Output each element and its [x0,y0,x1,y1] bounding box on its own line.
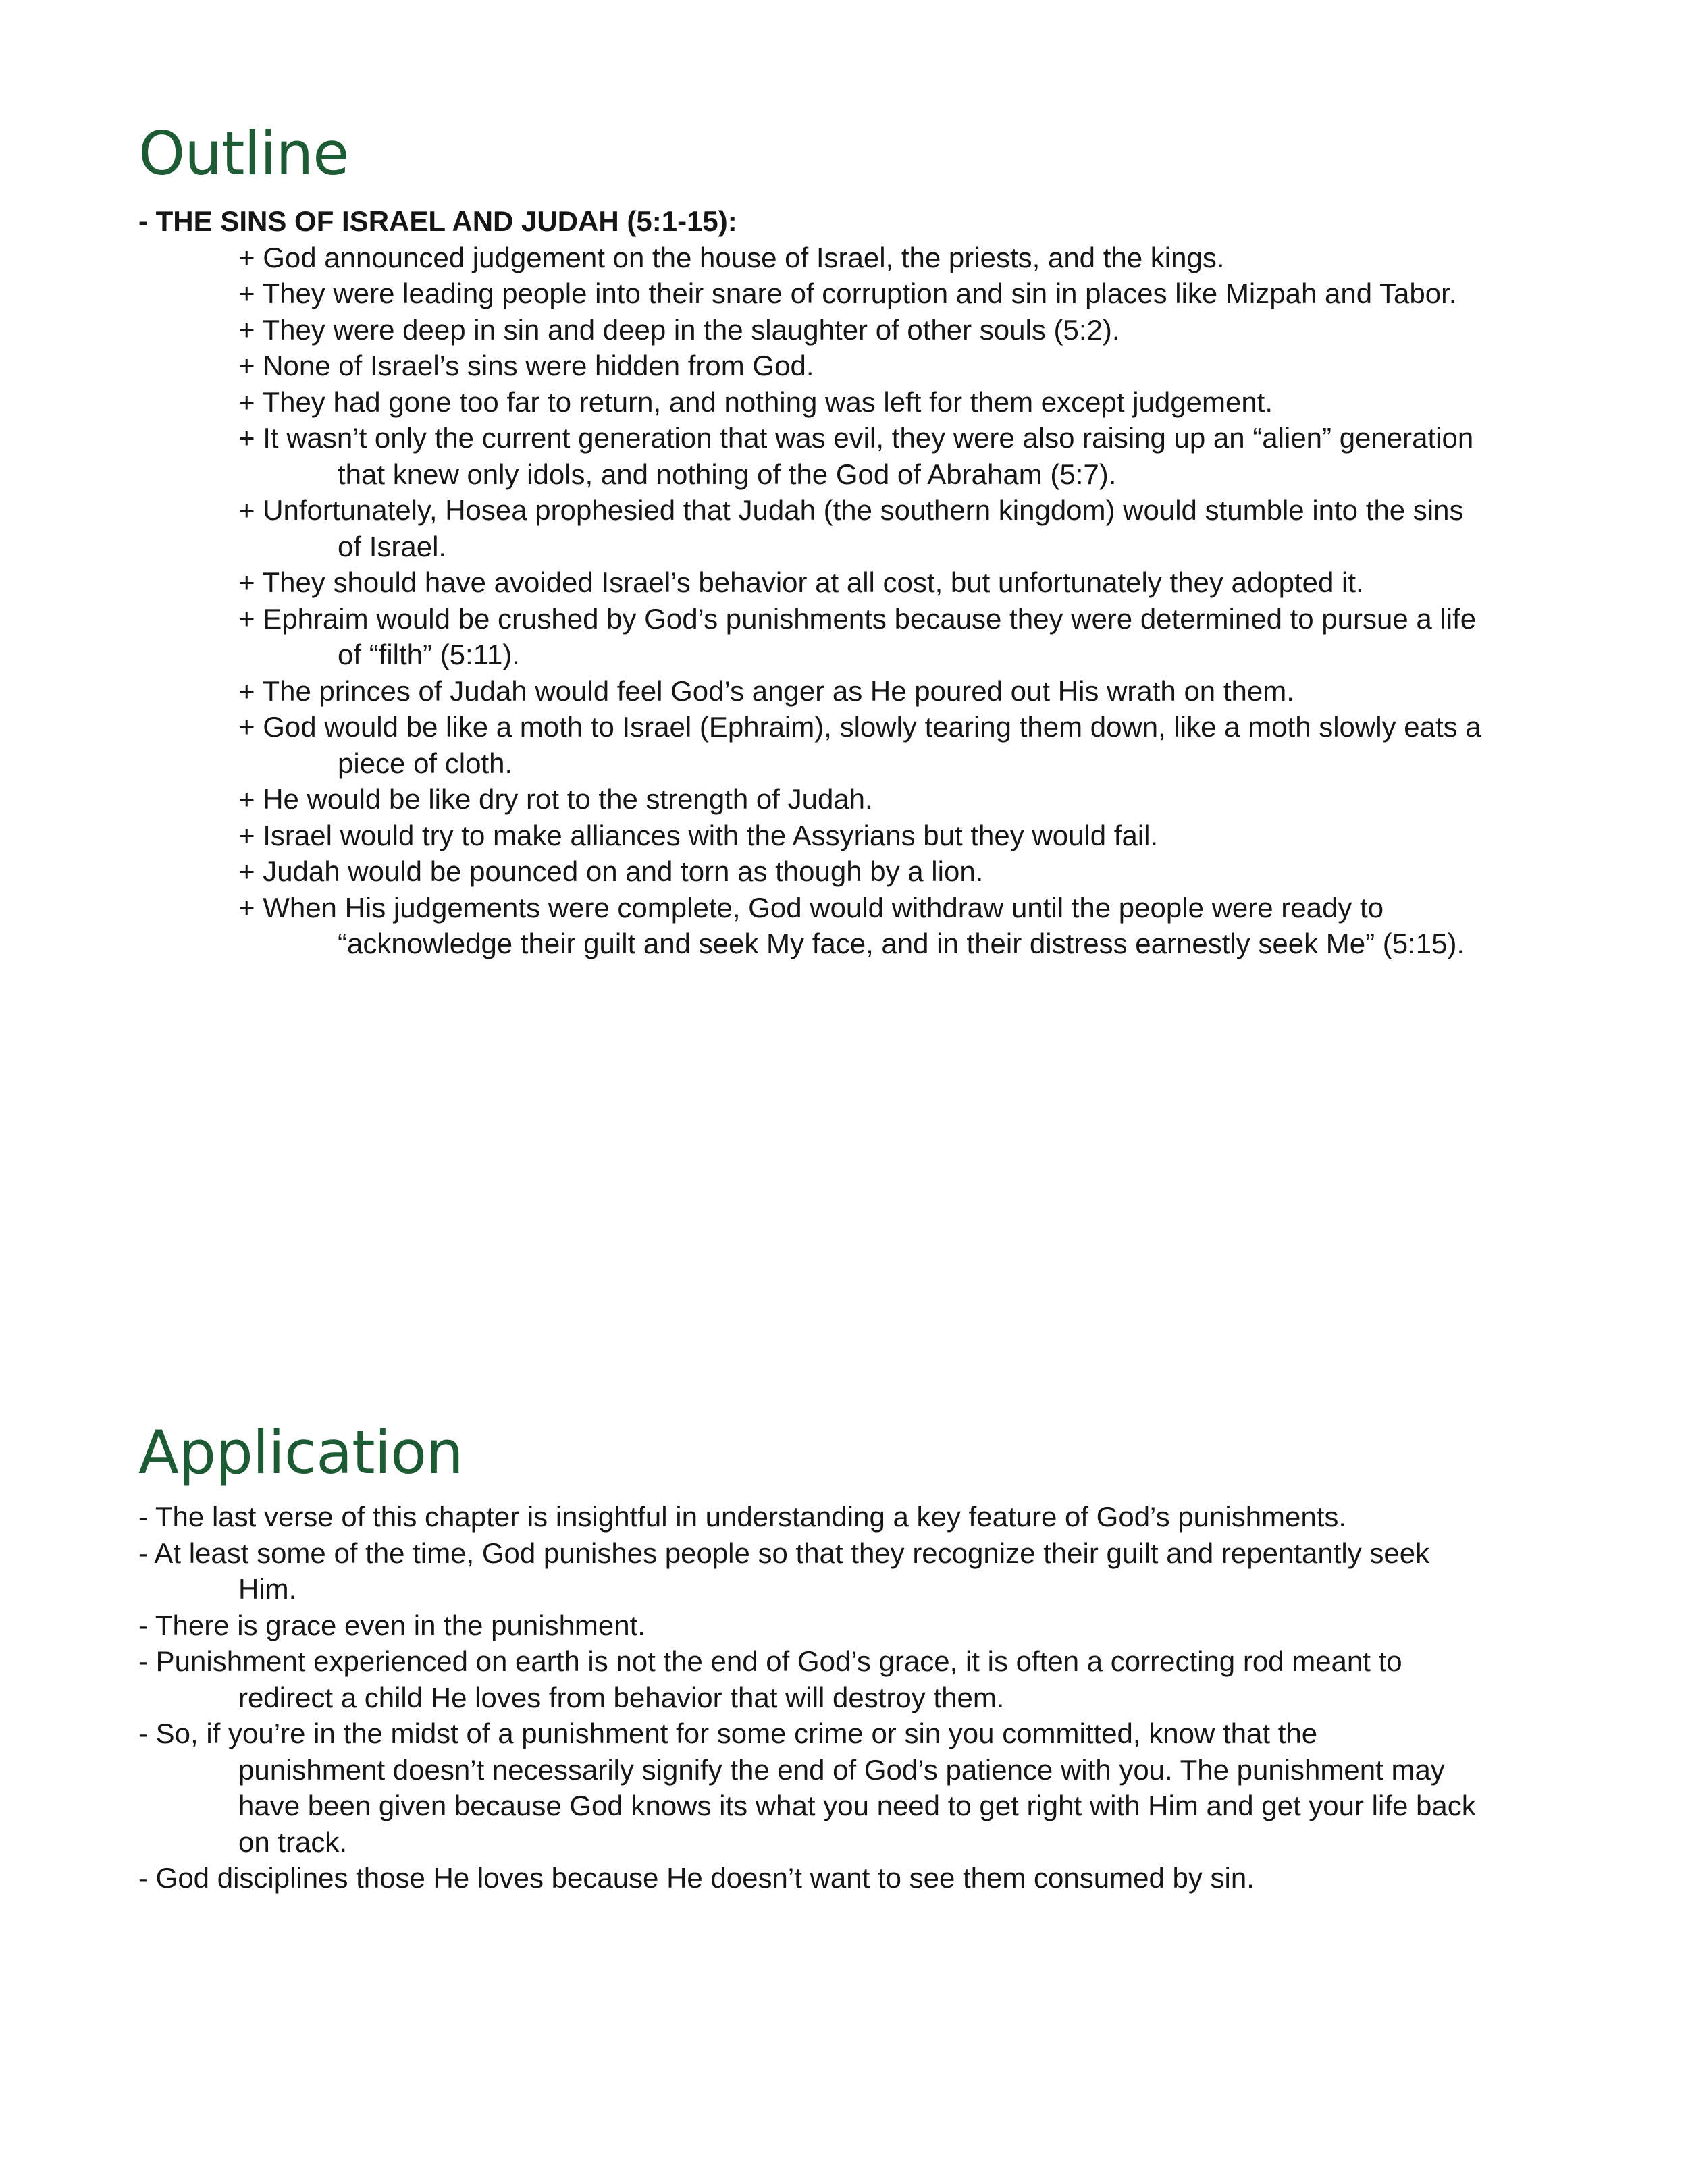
outline-item [138,384,1570,421]
outline-item-text: + They had gone too far to return, and nothing was left for them except judgement. [238,385,1273,418]
application-item-text: - Punishment experienced on earth is not the end of God’s grace, it is often a correcting rod meant to [138,1645,1402,1677]
outline-section-title: - THE SINS OF ISRAEL AND JUDAH (5:1-15): [138,205,737,237]
application-item-continuation: Him. [238,1573,297,1605]
outline-item [138,781,1570,818]
outline-item-text: + They were leading people into their snare of corruption and sin in places like Mizpah and Tabor. [238,277,1457,309]
outline-item-continuation: of Israel. [338,530,447,562]
outline-item-continuation: of “filth” (5:11). [338,639,520,670]
outline-item [138,853,1570,890]
outline-item-text: + Ephraim would be crushed by God’s punishments because they were determined to pursue a life [238,602,1477,635]
outline-item [138,601,1570,673]
application-item [138,1860,1570,1896]
outline-item [138,818,1570,854]
outline-item [138,564,1570,601]
outline-item-text: + They should have avoided Israel’s behavior at all cost, but unfortunately they adopted it. [238,566,1364,598]
outline-item-text: + God would be like a moth to Israel (Ephraim), slowly tearing them down, like a moth slowly eats a [238,711,1481,743]
outline-item-text: + He would be like dry rot to the strength of Judah. [238,783,873,815]
outline-item-text: + Unfortunately, Hosea prophesied that Judah (the southern kingdom) would stumble into the sins [238,494,1464,526]
application-section [138,1499,1570,1896]
outline-section [138,203,1570,962]
outline-item [138,492,1570,564]
outline-item [138,275,1570,312]
application-item-text: - The last verse of this chapter is insightful in understanding a key feature of God’s punishments. [138,1501,1347,1533]
application-item-text: - At least some of the time, God punishes people so that they recognize their guilt and repentantly seek [138,1537,1430,1569]
outline-item-continuation: that knew only idols, and nothing of the God of Abraham (5:7). [338,458,1117,490]
outline-item-text: + None of Israel’s sins were hidden from God. [238,350,814,381]
outline-item [138,890,1570,962]
outline-item-text: + Israel would try to make alliances with the Assyrians but they would fail. [238,819,1159,851]
application-heading: Application [138,1418,463,1487]
outline-item [138,673,1570,710]
outline-item-text: + God announced judgement on the house of Israel, the priests, and the kings. [238,241,1225,273]
outline-item [138,240,1570,276]
application-item-text: - So, if you’re in the midst of a punishment for some crime or sin you committed, know that the [138,1717,1318,1749]
application-item-continuation: have been given because God knows its what you need to get right with Him and get your life back [238,1790,1476,1821]
application-item-continuation: on track. [238,1826,348,1858]
application-item-text: - There is grace even in the punishment. [138,1609,645,1641]
application-list [138,1499,1570,1896]
application-item [138,1643,1570,1715]
outline-item-text: + They were deep in sin and deep in the slaughter of other souls (5:2). [238,313,1120,346]
outline-item-text: + When His judgements were complete, God would withdraw until the people were ready to [238,891,1384,924]
outline-item [138,709,1570,781]
outline-item-text: + The princes of Judah would feel God’s anger as He poured out His wrath on them. [238,674,1294,707]
application-item [138,1607,1570,1644]
application-item [138,1499,1570,1535]
application-item-continuation: punishment doesn’t necessarily signify the end of God’s patience with you. The punishment may [238,1753,1445,1786]
outline-item-continuation: piece of cloth. [338,747,513,779]
application-item [138,1535,1570,1607]
outline-item [138,420,1570,492]
application-item-continuation: redirect a child He loves from behavior that will destroy them. [238,1681,1005,1713]
outline-item-continuation: “acknowledge their guilt and seek My face, and in their distress earnestly seek Me” (5:15). [338,928,1465,959]
outline-item-text: + It wasn’t only the current generation that was evil, they were also raising up an “alien” generation [238,422,1474,454]
application-item-text: - God disciplines those He loves because He doesn’t want to see them consumed by sin. [138,1862,1255,1894]
outline-item-text: + Judah would be pounced on and torn as though by a lion. [238,855,984,887]
outline-item [138,312,1570,348]
outline-list [138,240,1570,962]
outline-item [138,348,1570,384]
outline-heading: Outline [138,119,349,188]
application-item [138,1715,1570,1860]
